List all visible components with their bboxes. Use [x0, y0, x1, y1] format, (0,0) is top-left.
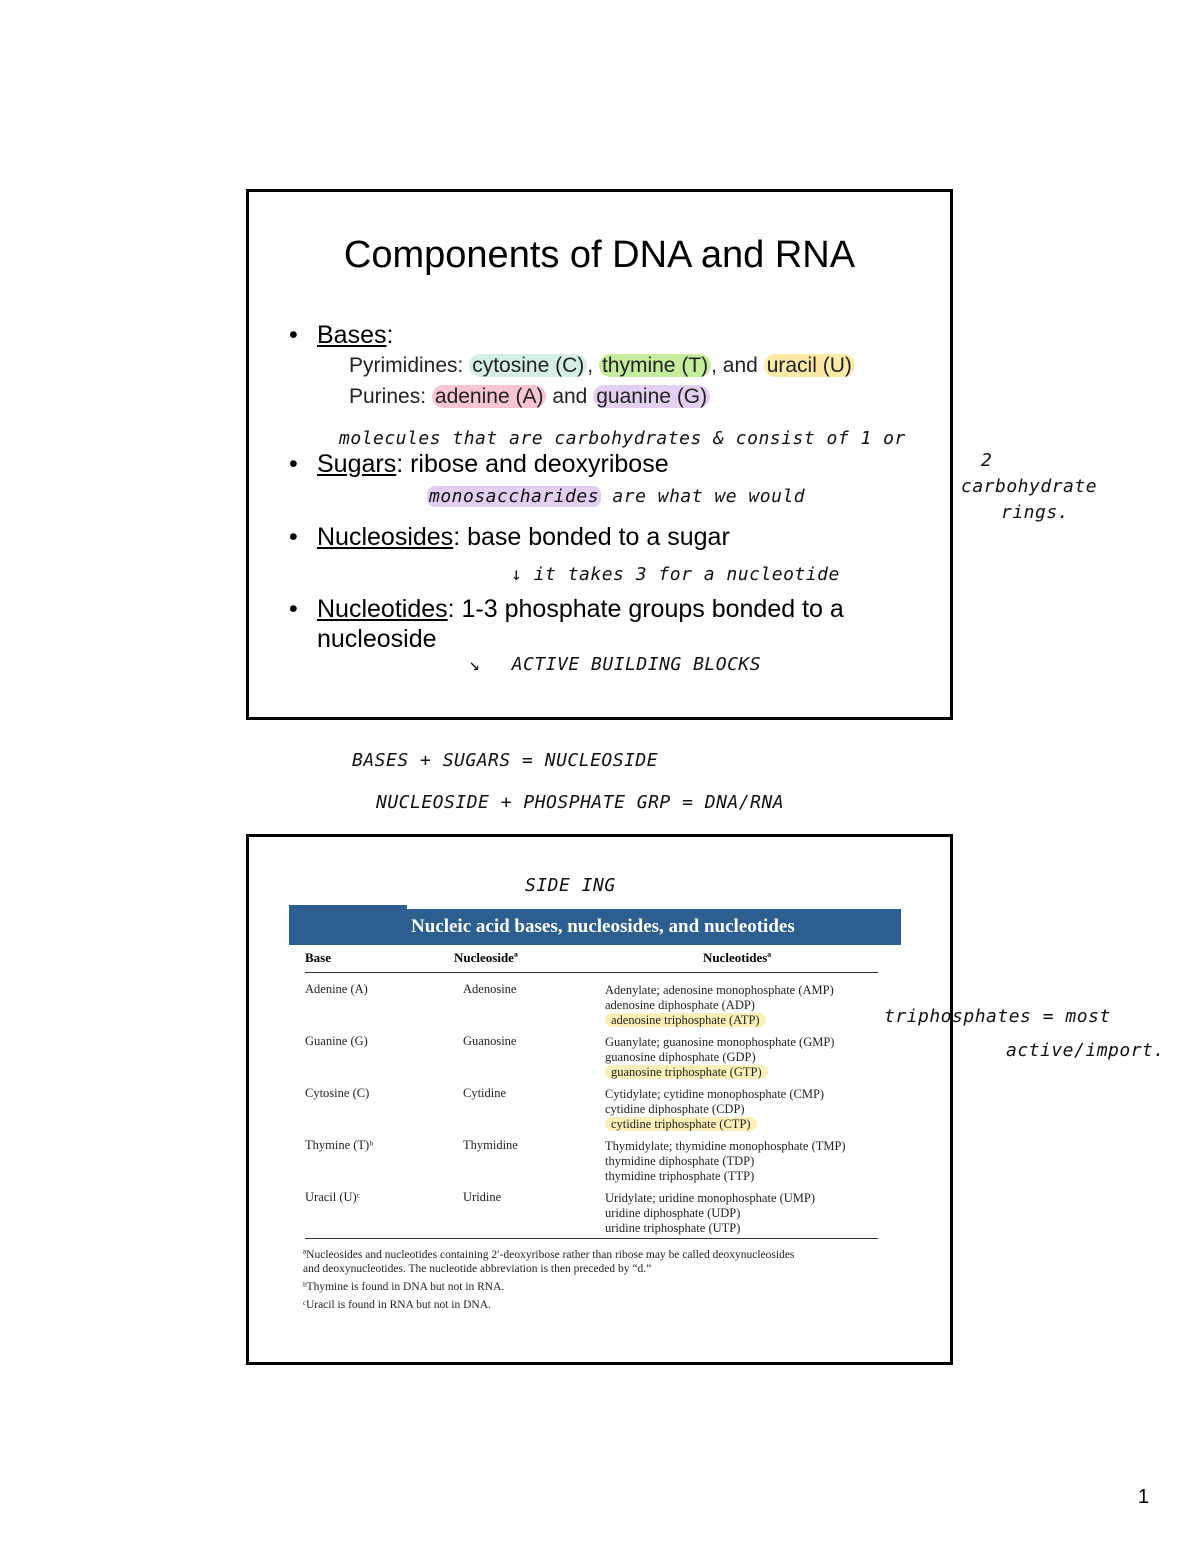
note2-text: are what we would [612, 486, 806, 507]
slide-title: Components of DNA and RNA [343, 234, 856, 276]
handwritten-note-8: triphosphates = most [884, 1006, 1111, 1027]
table-cell-base: Guanine (G) [305, 1034, 368, 1048]
sugars-label: Sugars [317, 450, 397, 478]
table-cell-nucleoside: Uridine [463, 1190, 502, 1204]
nucleotides-label: Nucleotides [317, 595, 448, 623]
handwritten-note-9: active/import. [1006, 1040, 1165, 1061]
header-nucleotides: Nucleotidesª [703, 950, 772, 965]
monosaccharides-note: monosaccharides [429, 486, 600, 507]
handwritten-note-7: SIDE ING [525, 875, 616, 896]
nucleotide-line: guanosine diphosphate (GDP) [605, 1050, 756, 1064]
footnote-b: ᵇThymine is found in DNA but not in RNA. [303, 1281, 505, 1293]
handwritten-note-1b: 2 [981, 450, 993, 471]
header-rule [305, 972, 878, 973]
arrow-down-icon: ↓ [511, 564, 523, 585]
nucleotide-line: adenosine diphosphate (ADP) [605, 998, 755, 1012]
bullet-sugars: • Sugars: ribose and deoxyribose [289, 450, 669, 478]
nucleosides-text: : base bonded to a sugar [453, 523, 730, 551]
nucleotides-text-1: : 1-3 phosphate groups bonded to a [447, 595, 844, 623]
pyrimidines-label: Pyrimidines: [349, 354, 464, 377]
table-cell-nucleoside: Thymidine [463, 1138, 518, 1152]
table-cell-nucleotides [605, 1035, 834, 1080]
arrow-down-right-icon: ↘ [469, 654, 481, 675]
cytosine-abbr: (C) [555, 354, 585, 377]
slide-table [246, 834, 953, 1365]
uracil-abbr: (U) [822, 354, 852, 377]
bullet-bases: • Bases: [289, 321, 394, 349]
nucleotide-line: Guanylate; guanosine monophosphate (GMP) [605, 1035, 835, 1049]
table-cell-nucleotides [605, 1139, 846, 1184]
uracil-highlight [764, 354, 855, 377]
nucleotide-line: Adenylate; adenosine monophosphate (AMP) [605, 983, 834, 997]
footer-rule [305, 1238, 878, 1239]
handwritten-note-2 [427, 486, 805, 507]
table-cell-nucleotides [605, 983, 834, 1028]
nucleosides-label: Nucleosides [317, 523, 454, 551]
adenine: adenine [434, 385, 510, 408]
footnote-a-1: ªNucleosides and nucleotides containing 2′-deoxyribose rather than ribose may be called deoxynucleosides [303, 1249, 795, 1261]
sugars-text: : ribose and deoxyribose [396, 450, 669, 478]
table-cell-nucleotides [605, 1191, 815, 1236]
footnote-a-2: and deoxynucleotides. The nucleotide abbreviation is then preceded by “d.” [303, 1263, 652, 1275]
thymine-abbr: (T) [681, 354, 709, 377]
adenine-abbr: (A) [515, 385, 544, 408]
handwritten-note-3 [511, 564, 840, 585]
nucleotide-line: uridine diphosphate (UDP) [605, 1206, 741, 1220]
table-cell-base: Uracil (U)ᶜ [305, 1190, 360, 1204]
pyr-and: , and [711, 354, 758, 377]
bases-colon: : [386, 321, 394, 349]
nucleotides-line-2: nucleoside [317, 625, 437, 653]
handwritten-note-1: molecules that are carbohydrates & consist of 1 or [339, 428, 906, 449]
nucleotide-line-highlight: cytidine triphosphate (CTP) [605, 1117, 757, 1131]
cytosine: cytosine [472, 354, 550, 377]
table-cell-nucleoside: Guanosine [463, 1034, 517, 1048]
guanine-highlight [593, 385, 710, 408]
bases-label: Bases [317, 321, 387, 349]
guanine-abbr: (G) [676, 385, 708, 408]
bullet-nucleosides: • Nucleosides: base bonded to a sugar [289, 523, 730, 551]
table-cell-base: Cytosine (C) [305, 1086, 370, 1100]
header-base: Base [305, 950, 331, 965]
nucleotide-line-highlight: adenosine triphosphate (ATP) [605, 1013, 766, 1027]
nucleotide-line: Cytidylate; cytidine monophosphate (CMP) [605, 1087, 825, 1101]
handwritten-note-4 [469, 654, 761, 675]
nucleotide-line: uridine triphosphate (UTP) [605, 1221, 741, 1235]
nucleotide-line: thymidine triphosphate (TTP) [605, 1169, 755, 1183]
cytosine-highlight [469, 354, 587, 377]
note4-text: ACTIVE BUILDING BLOCKS [511, 654, 762, 675]
table-title: Nucleic acid bases, nucleosides, and nucleotides [289, 909, 901, 945]
nucleotide-line: Uridylate; uridine monophosphate (UMP) [605, 1191, 816, 1205]
nucleotide-line-highlight: guanosine triphosphate (GTP) [605, 1065, 768, 1079]
table-cell-nucleoside: Cytidine [463, 1086, 507, 1100]
table-cell-nucleotides [605, 1087, 824, 1132]
handwritten-note-5: BASES + SUGARS = NUCLEOSIDE [352, 750, 659, 771]
handwritten-note-2d: rings. [1001, 502, 1070, 523]
handwritten-note-2c: carbohydrate [961, 476, 1098, 497]
footnote-c: ᶜUracil is found in RNA but not in DNA. [303, 1299, 491, 1311]
thymine-highlight [599, 354, 711, 377]
purines-label: Purines: [349, 385, 427, 408]
nucleotide-line: Thymidylate; thymidine monophosphate (TMP) [605, 1139, 846, 1153]
header-nucleoside: Nucleosideª [454, 950, 518, 965]
pyrimidines-line: Pyrimidines: cytosine (C) , thymine (T) , and uracil (U) [349, 354, 855, 378]
pur-and: and [552, 385, 588, 408]
note3-text: it takes 3 for a nucleotide [533, 564, 840, 585]
thymine: thymine [601, 354, 676, 377]
slide-components [246, 189, 1098, 720]
nucleotide-line: cytidine diphosphate (CDP) [605, 1102, 745, 1116]
uracil: uracil [766, 354, 817, 377]
handwritten-note-6: NUCLEOSIDE + PHOSPHATE GRP = DNA/RNA [376, 792, 785, 813]
nucleotide-line: thymidine diphosphate (TDP) [605, 1154, 755, 1168]
adenine-highlight [432, 385, 547, 408]
page-number: 1 [1137, 1486, 1149, 1508]
table-cell-nucleoside: Adenosine [463, 982, 517, 996]
purines-line [349, 385, 710, 409]
bullet-nucleotides: • Nucleotides: 1-3 phosphate groups bonded to a [289, 595, 844, 623]
table-cell-base: Adenine (A) [305, 982, 368, 996]
table-cell-base: Thymine (T)ᵇ [305, 1138, 374, 1152]
guanine: guanine [596, 385, 671, 408]
